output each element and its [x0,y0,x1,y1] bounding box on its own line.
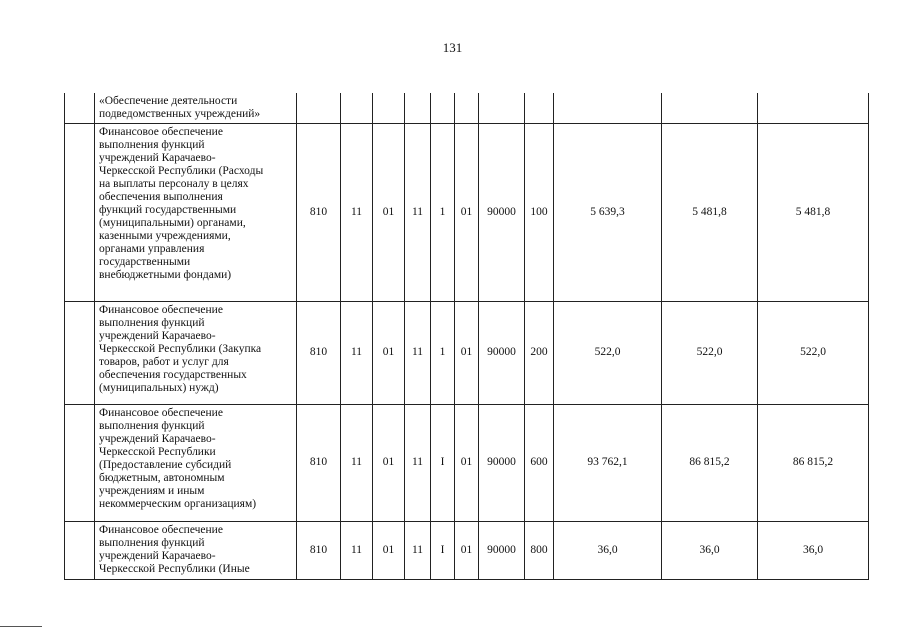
expense-type-code: 800 [525,521,554,579]
event-code: 01 [455,404,479,521]
blank-cell [65,404,95,521]
amount-year-2: 36,0 [662,521,758,579]
blank-cell [65,521,95,579]
ministry-code: 810 [297,123,341,301]
row-description: Финансовое обеспечение выполнения функций учреждений Карачаево- Черкесской Республики (Предоставление субсидий бюджетным, автономным учреждениям и иным некоммерческим организациям) [95,404,297,521]
program-code: 11 [405,123,431,301]
ministry-code: 810 [297,301,341,404]
table-row [65,404,869,521]
section-code: 11 [341,301,373,404]
table-row [65,301,869,404]
amount-year-3: 522,0 [758,301,869,404]
amount-year-1: 5 639,3 [554,123,662,301]
ministry-code: 810 [297,521,341,579]
subprogram-code: 1 [431,123,455,301]
event-code [455,93,479,123]
event-code: 01 [455,301,479,404]
subprogram-code: I [431,521,455,579]
section-code: 11 [341,521,373,579]
blank-cell [65,93,95,123]
direction-code: 90000 [479,301,525,404]
amount-year-1: 522,0 [554,301,662,404]
expense-type-code: 200 [525,301,554,404]
amount-year-3: 36,0 [758,521,869,579]
amount-year-3: 5 481,8 [758,123,869,301]
event-code: 01 [455,123,479,301]
expense-type-code [525,93,554,123]
amount-year-3: 86 815,2 [758,404,869,521]
amount-year-1 [554,93,662,123]
amount-year-3 [758,93,869,123]
direction-code: 90000 [479,521,525,579]
ministry-code [297,93,341,123]
amount-year-2: 86 815,2 [662,404,758,521]
blank-cell [65,123,95,301]
program-code [405,93,431,123]
subprogram-code: 1 [431,301,455,404]
section-code [341,93,373,123]
section-code: 11 [341,123,373,301]
table-row [65,123,869,301]
subsection-code: 01 [373,404,405,521]
amount-year-2 [662,93,758,123]
direction-code: 90000 [479,404,525,521]
program-code: 11 [405,301,431,404]
subsection-code: 01 [373,123,405,301]
amount-year-1: 36,0 [554,521,662,579]
subsection-code: 01 [373,521,405,579]
amount-year-2: 5 481,8 [662,123,758,301]
table-row [65,93,869,123]
program-code: 11 [405,404,431,521]
table-row [65,521,869,579]
program-code: 11 [405,521,431,579]
budget-table [64,93,869,580]
row-description: Финансовое обеспечение выполнения функций учреждений Карачаево- Черкесской Республики (Закупка товаров, работ и услуг для обеспечения государственных (муниципальных) нужд) [95,301,297,404]
page-number: 131 [442,40,463,55]
row-description: Финансовое обеспечение выполнения функций учреждений Карачаево- Черкесской Республики (Иные [95,521,297,579]
scan-mark [0,626,42,627]
subprogram-code [431,93,455,123]
amount-year-2: 522,0 [662,301,758,404]
direction-code [479,93,525,123]
event-code: 01 [455,521,479,579]
amount-year-1: 93 762,1 [554,404,662,521]
expense-type-code: 600 [525,404,554,521]
section-code: 11 [341,404,373,521]
ministry-code: 810 [297,404,341,521]
blank-cell [65,301,95,404]
expense-type-code: 100 [525,123,554,301]
row-description: Финансовое обеспечение выполнения функций учреждений Карачаево- Черкесской Республики (Расходы на выплаты персоналу в целях обеспечения выполнения функций государственными (муниципальными) органами, казенными учреждениями, органами управления государственными внебюджетными фондами) [95,123,297,301]
subprogram-code: I [431,404,455,521]
subsection-code: 01 [373,301,405,404]
direction-code: 90000 [479,123,525,301]
subsection-code [373,93,405,123]
row-description: «Обеспечение деятельности подведомственных учреждений» [95,93,297,123]
